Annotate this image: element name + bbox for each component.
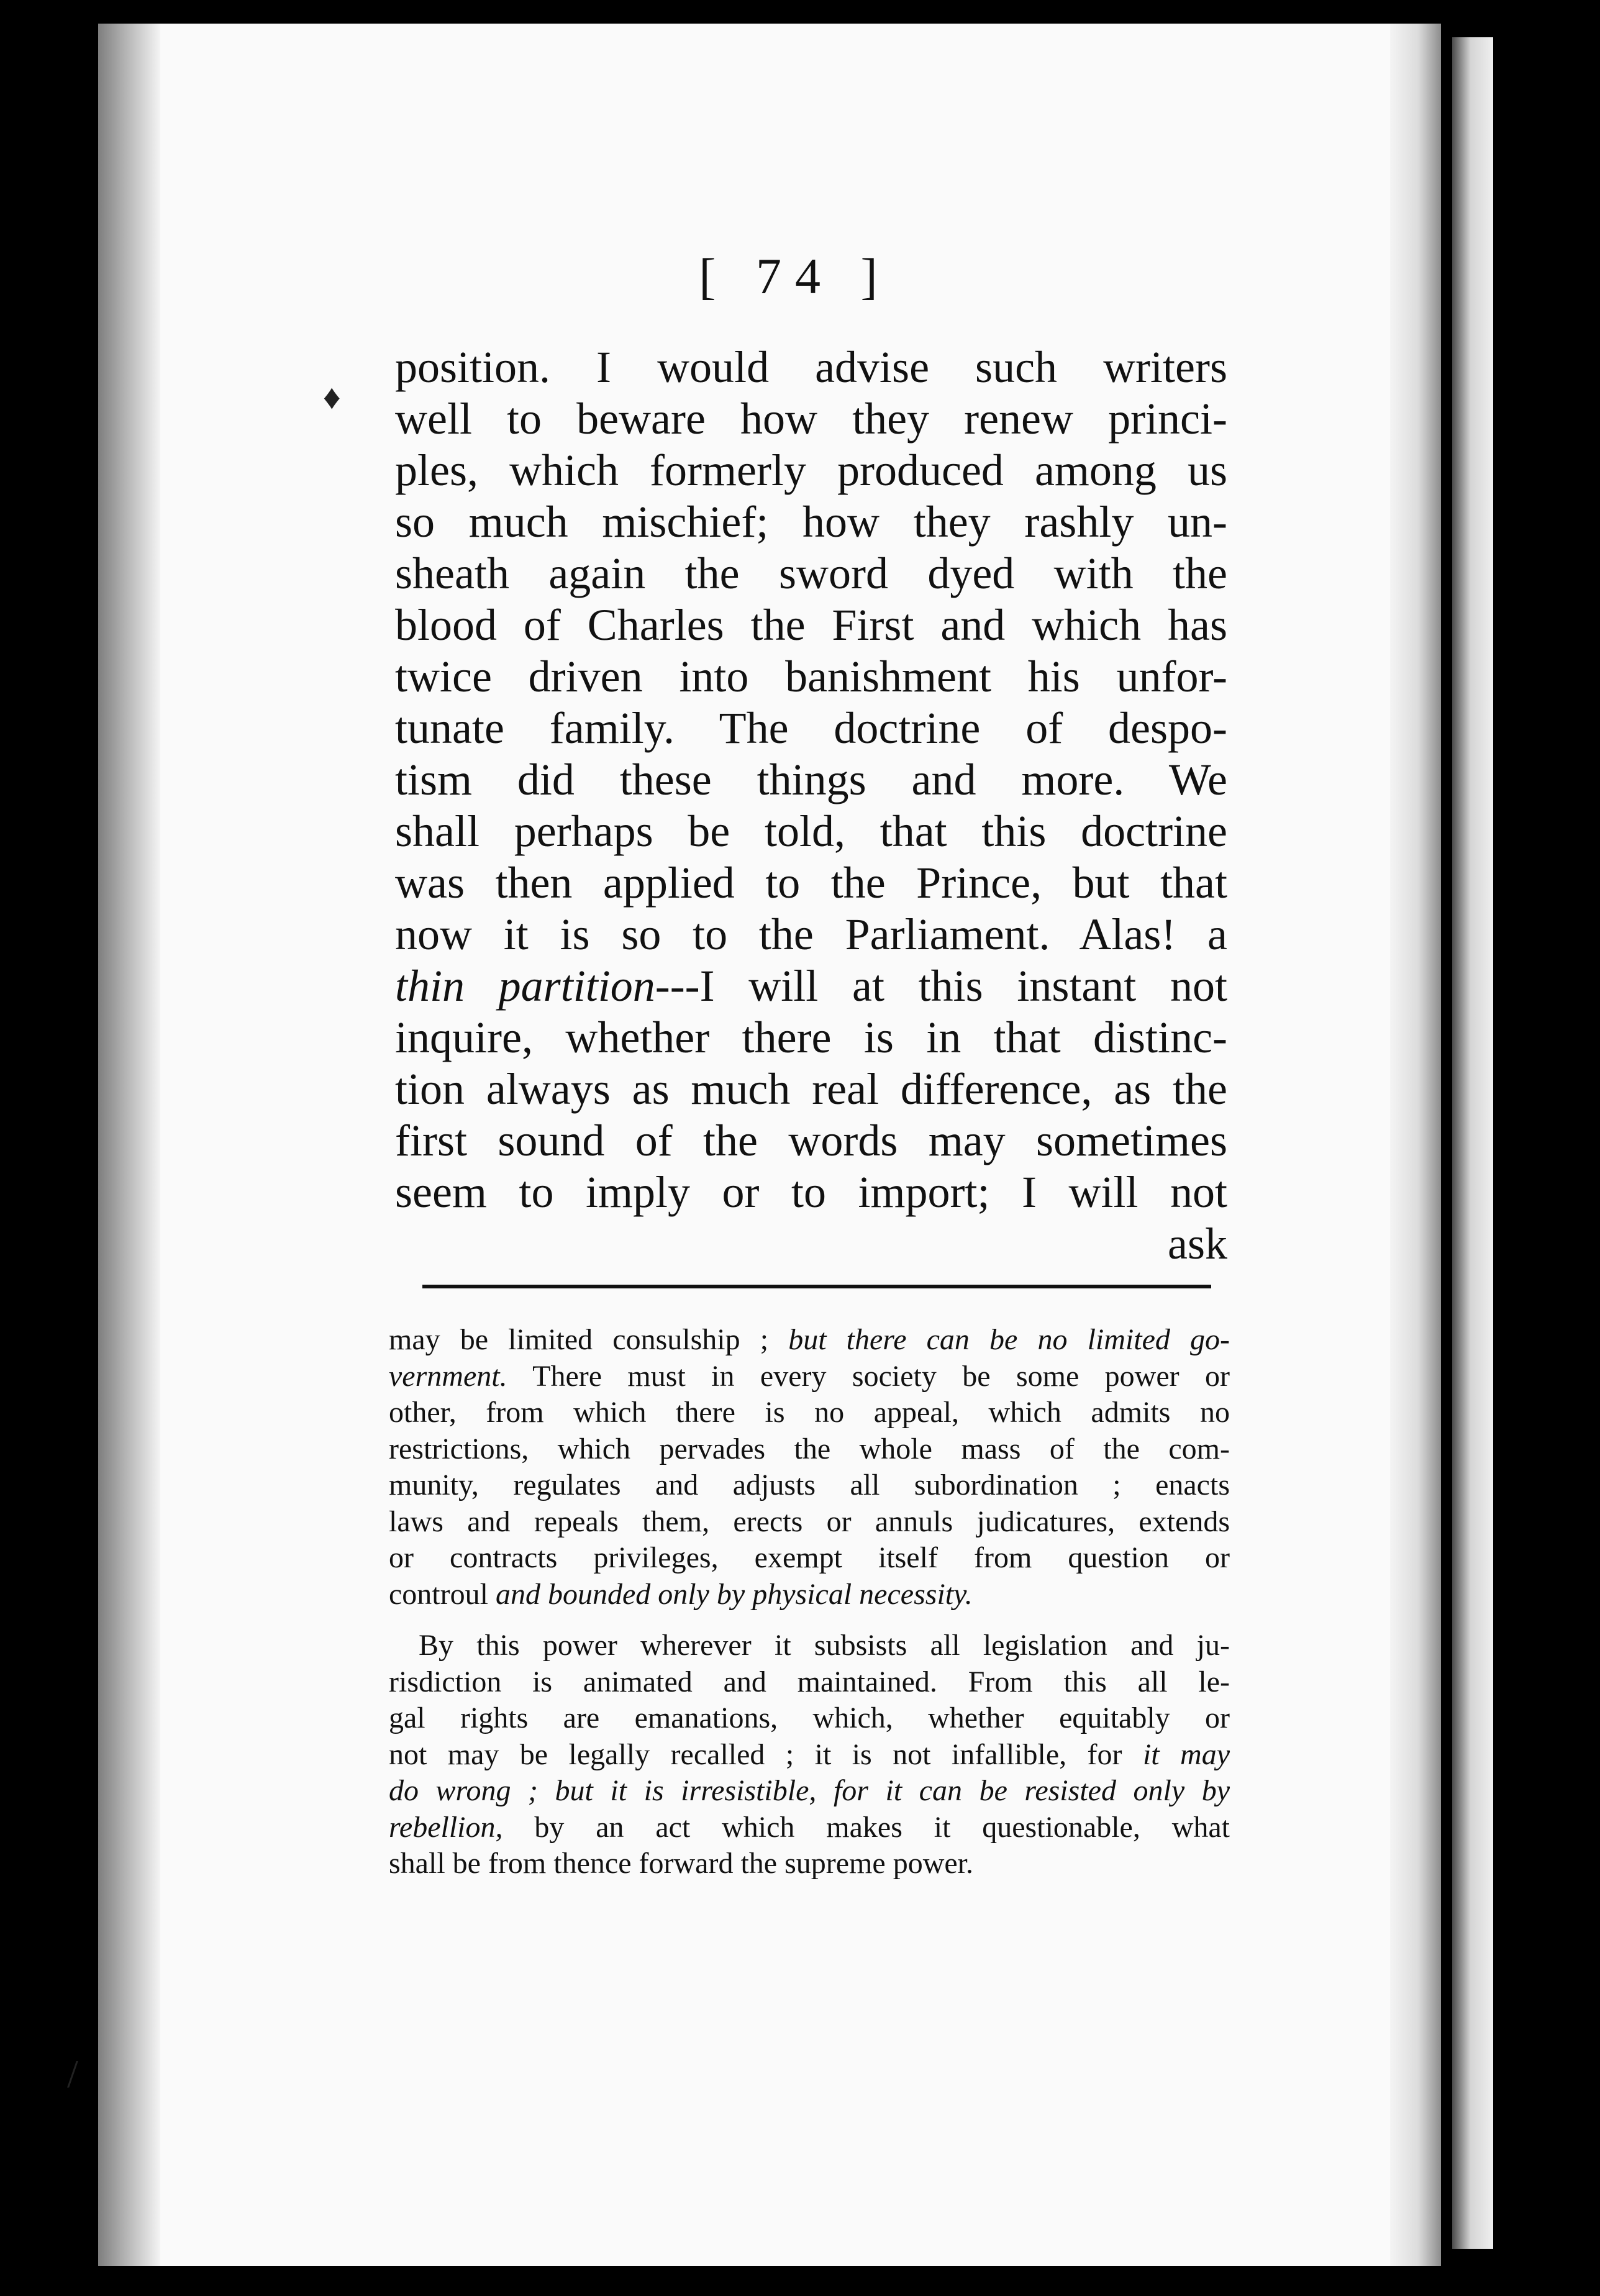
italic-phrase: thin partition	[395, 961, 655, 1011]
text-line: shall perhaps be told, that this doctrine	[395, 806, 1227, 856]
main-text	[395, 342, 1227, 1270]
page-gutter-shadow	[98, 24, 160, 2266]
text-line: was then applied to the Prince, but that	[395, 858, 1227, 908]
footnote-line: risdiction is animated and maintained. From this all le-	[389, 1665, 1230, 1698]
text-line: inquire, whether there is in that distinc-	[395, 1013, 1227, 1062]
text-line: blood of Charles the First and which has	[395, 600, 1227, 650]
text-fragment: controul	[389, 1577, 496, 1611]
footnote-line: laws and repeals them, erects or annuls judicatures, extends	[389, 1505, 1230, 1538]
italic-phrase: rebellion,	[389, 1810, 503, 1844]
footnote-line: munity, regulates and adjusts all subordination ; enacts	[389, 1469, 1230, 1501]
catchword: ask	[1168, 1219, 1227, 1269]
text-line: seem to imply or to import; I will not	[395, 1167, 1227, 1217]
text-line-partition	[395, 960, 1227, 1012]
footnote-line: other, from which there is no appeal, which admits no	[389, 1396, 1230, 1429]
text-line: so much mischief; how they rashly un-	[395, 497, 1227, 547]
italic-phrase: it may	[1142, 1738, 1230, 1771]
italic-phrase: and bounded only by physical necessity.	[495, 1577, 973, 1611]
footnote-line: gal rights are emanations, which, whether equitably or	[389, 1702, 1230, 1734]
footnote	[389, 1322, 1230, 1882]
footnote-line: do wrong ; but it is irresistible, for it can be resisted only by	[389, 1774, 1230, 1807]
footnote-line: or contracts privileges, exempt itself from question or	[389, 1541, 1230, 1574]
text-fragment: may be limited consulship ;	[389, 1323, 789, 1356]
italic-phrase: vernment.	[389, 1359, 507, 1393]
italic-phrase: but there can be no limited go-	[788, 1323, 1230, 1356]
text-fragment: There must in every society be some power or	[507, 1359, 1230, 1393]
text-line: ples, which formerly produced among us	[395, 445, 1227, 495]
footnote-line: By this power wherever it subsists all legislation and ju-	[419, 1629, 1230, 1662]
footnote-line: shall be from thence forward the supreme power.	[389, 1847, 973, 1880]
footnote-line	[389, 1737, 1230, 1774]
footnote-line: restrictions, which pervades the whole mass of the com-	[389, 1432, 1230, 1465]
text-line: well to beware how they renew princi-	[395, 394, 1227, 444]
page-number: [ 74 ]	[699, 248, 891, 304]
text-line: tion always as much real difference, as the	[395, 1064, 1227, 1114]
text-fragment: ---I will at this instant not	[655, 961, 1227, 1011]
text-line: twice driven into banishment his unfor-	[395, 652, 1227, 701]
text-fragment: not may be legally recalled ; it is not infallible, for	[389, 1738, 1143, 1771]
footnote-line	[389, 1322, 1230, 1359]
text-fragment: by an act which makes it questionable, what	[502, 1810, 1230, 1844]
text-line: tism did these things and more. We	[395, 755, 1227, 804]
text-line: now it is so to the Parliament. Alas! a	[395, 909, 1227, 959]
page-edge-shadow	[1390, 24, 1441, 2266]
footnote-line	[389, 1359, 1230, 1395]
margin-mark: /	[67, 2052, 78, 2096]
text-line: tunate family. The doctrine of despo-	[395, 703, 1227, 753]
footnote-line	[389, 1810, 1230, 1846]
text-line: first sound of the words may sometimes	[395, 1116, 1227, 1165]
footnote-line	[389, 1577, 1230, 1613]
text-line: position. I would advise such writers	[395, 342, 1227, 392]
paragraph-gap	[389, 1613, 1230, 1628]
ink-mark: ♦	[323, 378, 341, 417]
footnote-rule	[422, 1285, 1211, 1288]
facing-page-strip	[1452, 37, 1493, 2249]
text-line: sheath again the sword dyed with the	[395, 549, 1227, 598]
